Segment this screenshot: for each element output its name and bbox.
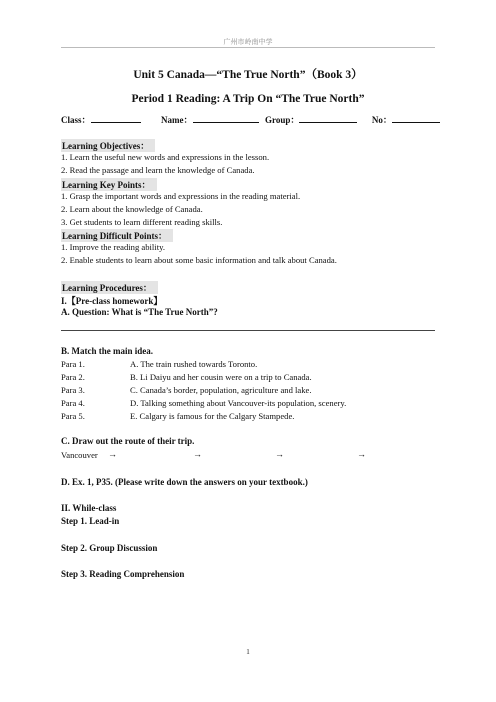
step-3: Step 3. Reading Comprehension: [61, 569, 185, 579]
difficult-point-item: 1. Improve the reading ability.: [61, 242, 165, 252]
route-heading: C. Draw out the route of their trip.: [61, 436, 195, 446]
while-class-heading: II. While-class: [61, 503, 117, 513]
key-point-item: 2. Learn about the knowledge of Canada.: [61, 204, 203, 214]
match-idea: C. Canada’s border, population, agriculture and lake.: [130, 385, 312, 395]
difficult-point-item: 2. Enable students to learn about some basic information and talk about Canada.: [61, 255, 337, 265]
name-blank[interactable]: [193, 113, 259, 123]
procedures-heading: Learning Procedures：: [61, 281, 158, 294]
step-1: Step 1. Lead-in: [61, 516, 120, 526]
match-heading: B. Match the main idea.: [61, 346, 153, 356]
match-para: Para 5.: [61, 411, 85, 421]
group-blank[interactable]: [299, 113, 357, 123]
objectives-heading: Learning Objectives：: [61, 139, 155, 152]
document-subtitle: Period 1 Reading: A Trip On “The True North”: [131, 93, 365, 105]
match-para: Para 4.: [61, 398, 85, 408]
page-number: 1: [246, 648, 250, 656]
pre-class-heading: I.【Pre-class homework】: [61, 296, 163, 306]
step-2: Step 2. Group Discussion: [61, 543, 158, 553]
match-para: Para 1.: [61, 359, 85, 369]
name-label: Name：: [161, 115, 193, 125]
difficult-points-heading: Learning Difficult Points：: [61, 229, 173, 242]
match-para: Para 3.: [61, 385, 85, 395]
student-info-row: [61, 113, 440, 126]
objective-item: 2. Read the passage and learn the knowledge of Canada.: [61, 165, 255, 175]
no-label: No：: [371, 115, 392, 125]
question-a: A. Question: What is “The True North”?: [61, 307, 218, 317]
match-idea: B. Li Daiyu and her cousin were on a trip to Canada.: [130, 372, 312, 382]
no-blank[interactable]: [392, 113, 440, 123]
key-points-heading: Learning Key Points：: [61, 178, 157, 191]
route-start: Vancouver: [61, 450, 98, 460]
key-point-item: 3. Get students to learn different reading skills.: [61, 217, 223, 227]
document-title: Unit 5 Canada—“The True North”（Book 3）: [133, 69, 363, 81]
match-idea: D. Talking something about Vancouver-its population, scenery.: [130, 398, 347, 408]
class-label: Class：: [61, 115, 91, 125]
page-header: 广州市岭南中学: [223, 38, 273, 46]
route-arrow-icon: →: [193, 449, 202, 459]
route-arrow-icon: →: [108, 449, 117, 459]
key-point-item: 1. Grasp the important words and expressions in the reading material.: [61, 191, 301, 201]
exercise-instruction: D. Ex. 1, P35. (Please write down the answers on your textbook.): [61, 477, 308, 487]
header-rule: [61, 47, 435, 48]
group-label: Group：: [265, 115, 300, 125]
route-arrow-icon: →: [357, 449, 366, 459]
match-idea: A. The train rushed towards Toronto.: [130, 359, 258, 369]
match-idea: E. Calgary is famous for the Calgary Stampede.: [130, 411, 295, 421]
class-blank[interactable]: [91, 113, 141, 123]
match-para: Para 2.: [61, 372, 85, 382]
answer-line[interactable]: [61, 330, 435, 331]
route-arrow-icon: →: [275, 449, 284, 459]
objective-item: 1. Learn the useful new words and expressions in the lesson.: [61, 152, 270, 162]
